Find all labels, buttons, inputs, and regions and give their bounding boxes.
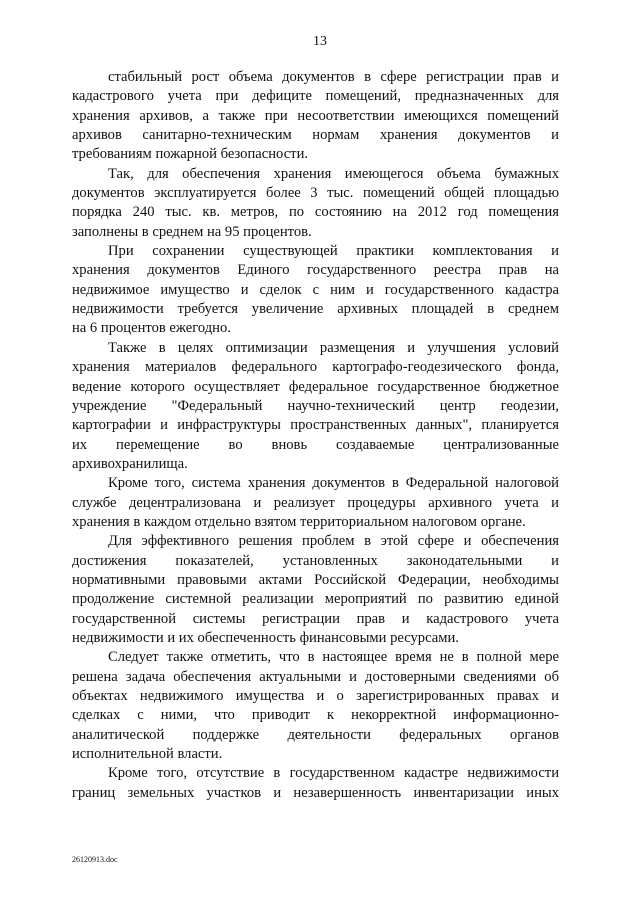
text-line: службе децентрализована и реализует процедуры архивного учета и: [72, 494, 559, 511]
text-line: архивохранилища.: [72, 455, 188, 472]
paragraph: [72, 68, 559, 165]
paragraph: [72, 532, 559, 648]
text-line: достижения показателей, установленных законодательными и: [72, 552, 559, 569]
text-line: границ земельных участков и незавершенность инвентаризации иных: [72, 784, 559, 801]
text-line: объектах недвижимого имущества и о зарегистрированных правах и: [72, 688, 559, 704]
paragraph: [72, 474, 559, 532]
text-line: Также в целях оптимизации размещения и улучшения условий: [108, 339, 559, 356]
text-line: Кроме того, отсутствие в государственном кадастре недвижимости: [108, 765, 559, 782]
text-line: хранения архивов, а также при несоответствии имеющихся помещений: [72, 107, 559, 124]
text-line: хранения документов Единого государственного реестра прав на: [72, 262, 559, 279]
text-line: исполнительной власти.: [72, 746, 223, 763]
text-line: При сохранении существующей практики комплектования и: [108, 243, 559, 260]
text-line: сделках с ними, что приводит к некорректной информационно-: [72, 707, 559, 724]
text-line: нормативными правовыми актами Российской Федерации, необходимы: [72, 571, 559, 588]
text-line: картографии и инфраструктуры пространственных данных", планируется: [72, 417, 559, 434]
text-line: порядка 240 тыс. кв. метров, по состоянию на 2012 год помещения: [72, 204, 559, 221]
text-line: решена задача обеспечения актуальными и достоверными сведениями об: [72, 668, 559, 685]
document-body: [72, 68, 559, 803]
page-number: 13: [313, 34, 327, 49]
text-line: недвижимое имущество и сделок с ним и государственного кадастра: [72, 281, 559, 298]
text-line: требованиям пожарной безопасности.: [72, 146, 309, 163]
paragraph: [72, 764, 559, 803]
text-line: Для эффективного решения проблем в этой сфере и обеспечения: [108, 533, 559, 550]
text-line: Так, для обеспечения хранения имеющегося объема бумажных: [108, 165, 559, 182]
text-line: хранения в каждом отдельно взятом территориальном налоговом органе.: [72, 513, 526, 530]
text-line: недвижимости требуется увеличение архивных площадей в среднем: [72, 301, 559, 318]
text-line: их перемещение во вновь создаваемые централизованные: [72, 436, 559, 453]
text-line: Следует также отметить, что в настоящее время не в полной мере: [108, 649, 559, 666]
text-line: ведение которого осуществляет федеральное государственное бюджетное: [72, 378, 559, 395]
text-line: заполнены в среднем на 95 процентов.: [72, 223, 312, 240]
text-line: на 6 процентов ежегодно.: [72, 320, 231, 337]
text-line: документов эксплуатируется более 3 тыс. помещений общей площадью: [72, 185, 559, 202]
paragraph: [72, 242, 559, 339]
text-line: государственной системы регистрации прав и кадастрового учета: [72, 610, 559, 627]
text-line: стабильный рост объема документов в сфере регистрации прав и: [108, 69, 559, 85]
paragraph: [72, 165, 559, 242]
text-line: кадастрового учета при дефиците помещений, предназначенных для: [72, 88, 559, 105]
paragraph: [72, 339, 559, 474]
text-line: недвижимости и их обеспеченность финансовыми ресурсами.: [72, 629, 459, 646]
text-line: архивов санитарно-техническим нормам хранения документов и: [72, 127, 559, 144]
text-line: учреждение "Федеральный научно-технический центр геодезии,: [72, 397, 559, 414]
text-line: хранения материалов федерального картографо-геодезического фонда,: [72, 359, 559, 376]
footer-filename: 26120913.doc: [72, 855, 118, 864]
text-line: Кроме того, система хранения документов в Федеральной налоговой: [108, 475, 559, 492]
text-line: аналитической поддержке деятельности федеральных органов: [72, 726, 559, 743]
text-line: продолжение системной реализации мероприятий по развитию единой: [72, 591, 559, 608]
paragraph: [72, 648, 559, 764]
